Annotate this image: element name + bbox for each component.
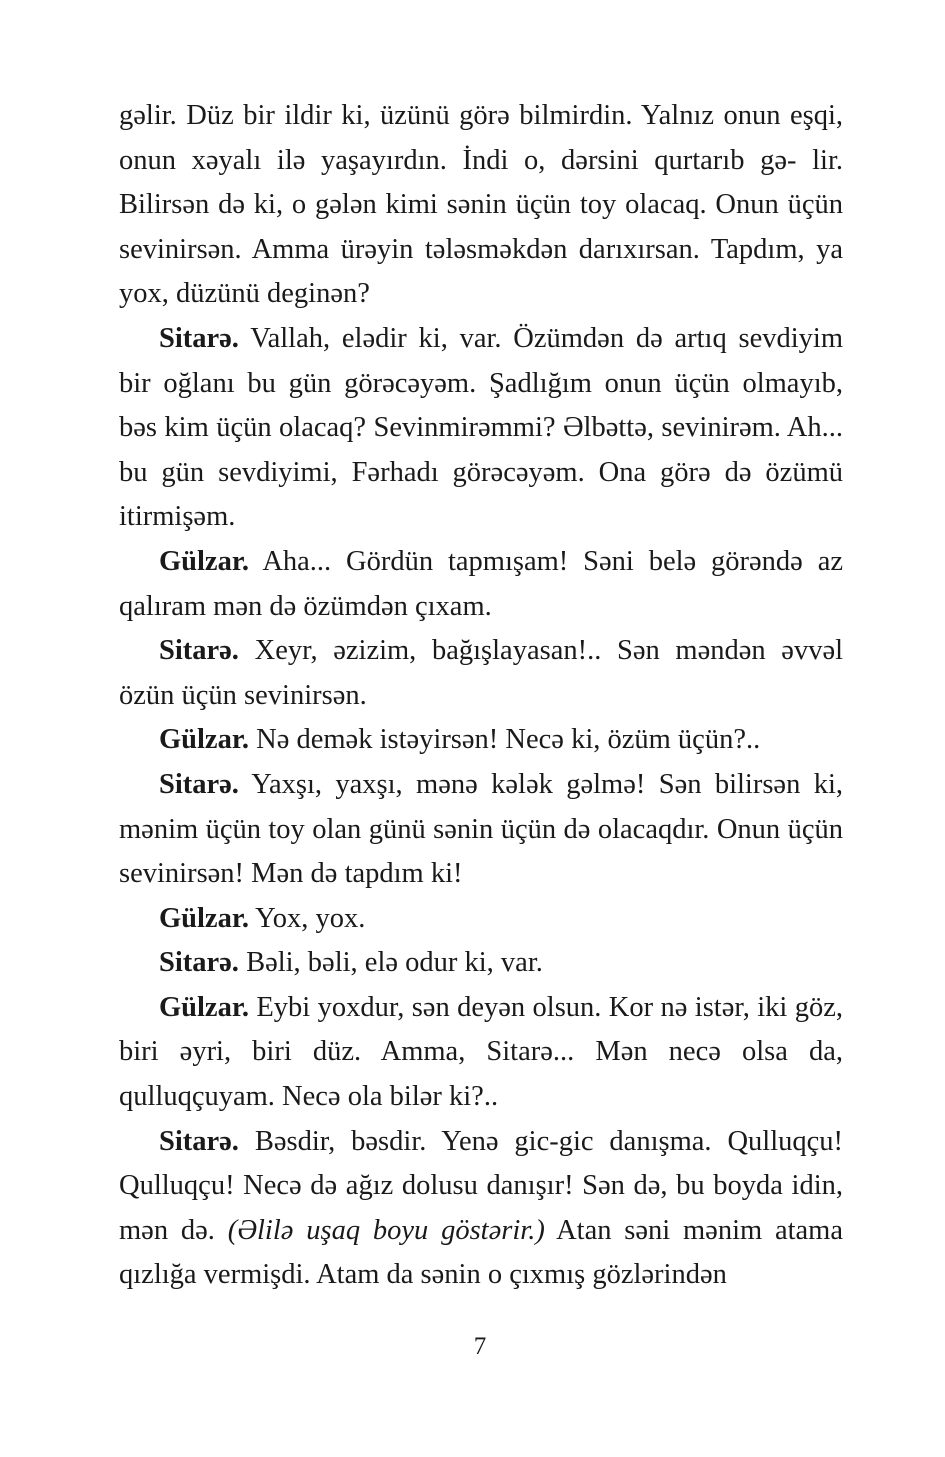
paragraph-continuation bbox=[119, 94, 843, 317]
dialogue-line bbox=[119, 941, 843, 986]
page-number: 7 bbox=[473, 1333, 487, 1360]
speaker-name: Gülzar. bbox=[159, 902, 249, 934]
dialogue-text: Yaxşı, yaxşı, mənə kələk gəlmə! Sən bilirsən ki, mənim üçün toy olan günü sənin üçün də olacaqdır. Onun üçün sevinirsən! Mən də tapdım ki! bbox=[119, 768, 844, 890]
dialogue-line bbox=[119, 763, 843, 897]
stage-direction: (Əlilə uşaq boyu göstərir.) bbox=[227, 1214, 545, 1246]
speaker-name: Gülzar. bbox=[159, 991, 249, 1023]
dialogue-line bbox=[119, 317, 843, 540]
dialogue-line bbox=[119, 897, 843, 942]
dialogue-text: Vallah, elədir ki, var. Özümdən də artıq sevdiyim bir oğlanı bu gün görəcəyəm. Şadlığım onun üçün olmayıb, bəs kim üçün olacaq? Sevinmirəmmi? Əlbəttə, sevinirəm. Ah... bu gün sevdiyimi, Fərhadı görəcəyəm. Ona görə də özümü itirmişəm. bbox=[119, 322, 843, 533]
dialogue-line bbox=[119, 1120, 843, 1298]
dialogue-text: Xeyr, əzizim, bağışlayasan!.. Sən məndən əvvəl özün üçün sevinirsən. bbox=[119, 635, 844, 711]
dialogue-line bbox=[119, 629, 843, 718]
dialogue-text: Bəli, bəli, elə odur ki, var. bbox=[246, 947, 543, 979]
speaker-name: Sitarə. bbox=[159, 635, 239, 667]
dialogue-text: Nə demək istəyirsən! Necə ki, özüm üçün?.. bbox=[256, 724, 761, 756]
speaker-name: Sitarə. bbox=[159, 947, 239, 979]
speaker-name: Sitarə. bbox=[159, 768, 239, 800]
speaker-name: Gülzar. bbox=[159, 724, 249, 756]
dialogue-text: Yox, yox. bbox=[255, 902, 366, 934]
dialogue-text: Aha... Gördün tapmışam! Səni belə görəndə az qalıram mən də özümdən çıxam. bbox=[119, 545, 843, 622]
dialogue-text: Bəsdir, bəsdir. Yenə gic-gic danışma. Qulluqçu! Qulluqçu! Necə də ağız dolusu danışır! Sən də, bu boyda idin, mən də. bbox=[119, 1125, 844, 1246]
dialogue-text: Eybi yoxdur, sən deyən olsun. Kor nə istər, iki göz, biri əyri, biri düz. Amma, Sitarə... Mən necə olsa da, qulluqçuyam. Necə ola bilər ki?.. bbox=[119, 991, 843, 1113]
dialogue-line bbox=[119, 540, 843, 629]
speaker-name: Sitarə. bbox=[159, 322, 239, 354]
dialogue-line bbox=[119, 986, 843, 1120]
speaker-name: Sitarə. bbox=[159, 1125, 239, 1157]
dialogue-text-continued: Atan səni mənim atama qızlığa vermişdi. Atam da sənin o çıxmış gözlərindən bbox=[119, 1214, 843, 1291]
speaker-name: Gülzar. bbox=[159, 545, 249, 577]
paragraph-text: gəlir. Düz bir ildir ki, üzünü görə bilmirdin. Yalnız onun eşqi, onun xəyalı ilə yaşayırdın. İndi o, dərsini qurtarıb gə- lir. Bilirsən də ki, o gələn kimi sənin üçün toy olacaq. Onun üçün sevinirsən. Amma ürəyin tələsməkdən darıxırsan. Tapdım, ya yox, düzünü deginən? bbox=[119, 100, 843, 310]
dialogue-line bbox=[119, 718, 843, 763]
page-body bbox=[119, 94, 843, 1298]
